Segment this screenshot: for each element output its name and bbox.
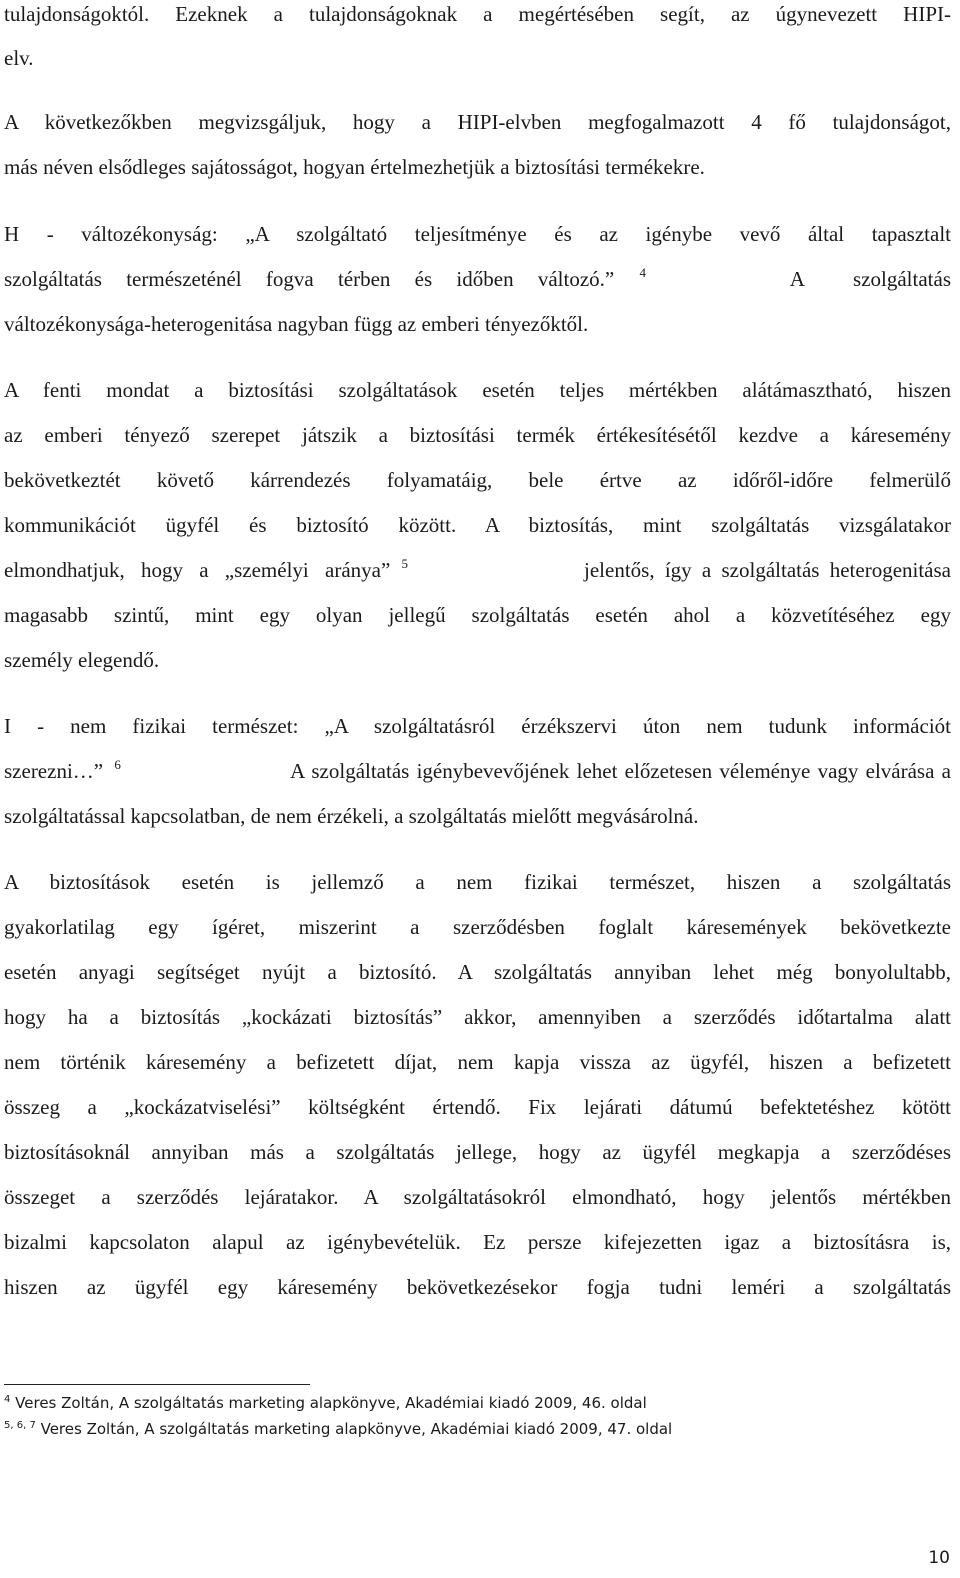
footnote-ref: 4 xyxy=(639,265,646,280)
line-text: A szolgáltatás igénybevevőjének lehet előzetesen véleménye vagy elvárása a xyxy=(290,759,951,783)
paragraph-line: bekövetkeztét követő kárrendezés folyamatáig, bele értve az időről-időre felmerülő xyxy=(4,468,951,492)
paragraph-line: A következőkben megvizsgáljuk, hogy a HIPI-elvben megfogalmazott 4 fő tulajdonságot, xyxy=(4,110,951,134)
paragraph-line: személy elegendő. xyxy=(4,648,160,672)
footnote-text: Veres Zoltán, A szolgáltatás marketing alapkönyve, Akadémiai kiadó 2009, 46. oldal xyxy=(15,1394,647,1412)
footnote xyxy=(4,1393,647,1416)
paragraph-line: esetén anyagi segítséget nyújt a biztosító. A szolgáltatás annyiban lehet még bonyolultabb, xyxy=(4,960,951,984)
paragraph-line: bizalmi kapcsolaton alapul az igénybevételük. Ez persze kifejezetten igaz a biztosításra is, xyxy=(4,1230,951,1254)
page-number: 10 xyxy=(928,1548,950,1568)
footnote-mark: 5, 6, 7 xyxy=(4,1420,36,1431)
footnote xyxy=(4,1419,672,1442)
paragraph-line: összeget a szerződés lejáratakor. A szolgáltatásokról elmondható, hogy jelentős mértékben xyxy=(4,1185,951,1209)
paragraph-line-with-ref xyxy=(4,556,951,587)
line-text: A szolgáltatás xyxy=(789,267,951,291)
paragraph-line-with-ref xyxy=(4,757,951,788)
footnote-ref: 5 xyxy=(401,556,409,571)
paragraph-line: biztosításoknál annyiban más a szolgáltatás jellege, hogy az ügyfél megkapja a szerződéses xyxy=(4,1140,951,1164)
paragraph-line: kommunikációt ügyfél és biztosító között. A biztosítás, mint szolgáltatás vizsgálatakor xyxy=(4,513,951,537)
paragraph-line: más néven elsődleges sajátosságot, hogyan értelmezhetjük a biztosítási termékekre. xyxy=(4,155,705,179)
paragraph-line: változékonysága-heterogenitása nagyban függ az emberi tényezőktől. xyxy=(4,312,589,336)
line-text: szolgáltatás természeténél fogva térben és időben változó.” xyxy=(4,267,615,291)
paragraph-line: gyakorlatilag egy ígéret, miszerint a szerződésben foglalt káresemények bekövetkezte xyxy=(4,915,951,939)
paragraph-line: összeg a „kockázatviselési” költségként értendő. Fix lejárati dátumú befektetéshez kötött xyxy=(4,1095,951,1119)
paragraph-line: A fenti mondat a biztosítási szolgáltatások esetén teljes mértékben alátámasztható, hiszen xyxy=(4,378,951,402)
paragraph-line: hogy ha a biztosítás „kockázati biztosítás” akkor, amennyiben a szerződés időtartalma alatt xyxy=(4,1005,951,1029)
paragraph-line: hiszen az ügyfél egy káresemény bekövetkezésekor fogja tudni leméri a szolgáltatás xyxy=(4,1275,951,1299)
paragraph-line-with-ref xyxy=(4,265,951,296)
footnote-separator xyxy=(4,1384,310,1385)
footnote-ref: 6 xyxy=(114,757,121,772)
paragraph-line: I - nem fizikai természet: „A szolgáltatásról érzékszervi úton nem tudunk információt xyxy=(4,714,951,738)
paragraph-line: magasabb szintű, mint egy olyan jellegű szolgáltatás esetén ahol a közvetítéséhez egy xyxy=(4,603,951,627)
paragraph-line: tulajdonságoktól. Ezeknek a tulajdonságoknak a megértésében segít, az úgynevezett HIPI- xyxy=(4,2,951,26)
footnote-mark: 4 xyxy=(4,1394,11,1405)
line-text: jelentős, így a szolgáltatás heterogenitása xyxy=(584,558,951,582)
paragraph-line: A biztosítások esetén is jellemző a nem fizikai természet, hiszen a szolgáltatás xyxy=(4,870,951,894)
paragraph-line: elv. xyxy=(4,46,34,70)
paragraph-line: nem történik káresemény a befizetett díjat, nem kapja vissza az ügyfél, hiszen a befizetett xyxy=(4,1050,951,1074)
paragraph-line: H - változékonyság: „A szolgáltató teljesítménye és az igénybe vevő által tapasztalt xyxy=(4,222,951,246)
line-text: elmondhatjuk, hogy a „személyi aránya” xyxy=(4,558,391,582)
paragraph-line: szolgáltatással kapcsolatban, de nem érzékeli, a szolgáltatás mielőtt megvásárolná. xyxy=(4,804,699,828)
paragraph-line: az emberi tényező szerepet játszik a biztosítási termék értékesítésétől kezdve a káresemény xyxy=(4,423,951,447)
line-text: szerezni…” xyxy=(4,759,104,783)
footnote-text: Veres Zoltán, A szolgáltatás marketing alapkönyve, Akadémiai kiadó 2009, 47. oldal xyxy=(40,1420,673,1438)
